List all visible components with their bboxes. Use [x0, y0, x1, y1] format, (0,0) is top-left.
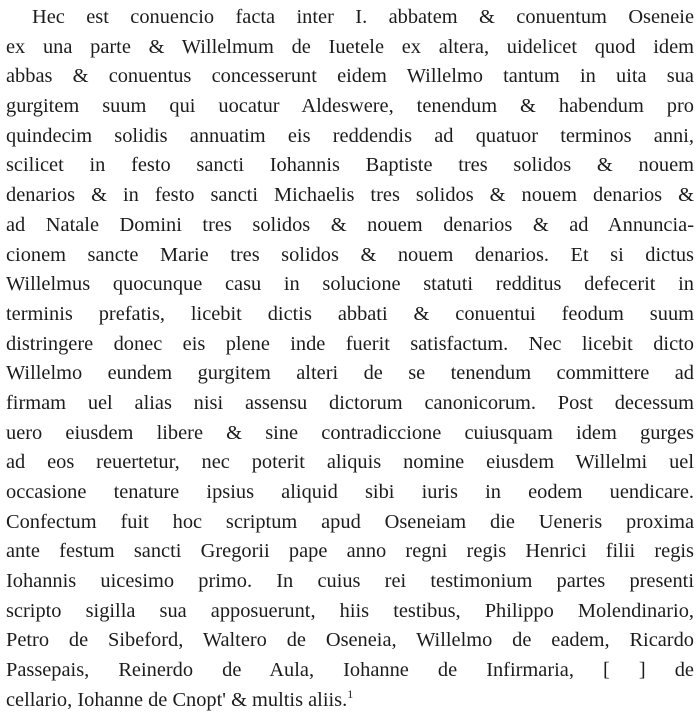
text-line-16: ad eos reuertetur, nec poterit aliquis nomine eiusdem Willelmi uel: [6, 451, 694, 474]
text-line-3: abbas & conuentus concesserunt eidem Willelmo tantum in uita sua: [6, 65, 694, 88]
text-line-9: cionem sancte Marie tres solidos & nouem denarios. Et si dictus: [6, 243, 694, 266]
text-line-2: ex una parte & Willelmum de Iuetele ex altera, uidelicet quod idem: [6, 35, 694, 58]
text-line-8: ad Natale Domini tres solidos & nouem denarios & ad Annuncia-: [6, 213, 694, 236]
text-line-24-content: cellario, Iohanne de Cnopt' & multis aliis.: [6, 688, 348, 711]
text-line-20: Iohannis uicesimo primo. In cuius rei testimonium partes presenti: [6, 570, 694, 593]
text-line-5: quindecim solidis annuatim eis reddendis ad quatuor terminos anni,: [6, 124, 694, 147]
text-line-22: Petro de Sibeford, Waltero de Oseneia, Willelmo de eadem, Ricardo: [6, 629, 694, 652]
text-line-11: terminis prefatis, licebit dictis abbati & conuentui feodum suum: [6, 302, 694, 325]
text-line-14: firmam uel alias nisi assensu dictorum canonicorum. Post decessum: [6, 391, 694, 414]
charter-text: [6, 3, 694, 716]
text-line-17: occasione tenature ipsius aliquid sibi iuris in eodem uendicare.: [6, 481, 694, 503]
text-line-4: gurgitem suum qui uocatur Aldeswere, tenendum & habendum pro: [6, 95, 694, 118]
text-line-18: Confectum fuit hoc scriptum apud Oseneiam die Ueneris proxima: [6, 510, 694, 533]
text-line-13: Willelmo eundem gurgitem alteri de se tenendum committere ad: [6, 362, 694, 385]
text-line-7: denarios & in festo sancti Michaelis tres solidos & nouem denarios &: [6, 184, 694, 207]
footnote-marker: 1: [347, 687, 354, 702]
text-line-24: [6, 686, 694, 716]
text-line-23: Passepais, Reinerdo de Aula, Iohanne de Infirmaria, [ ] de: [6, 659, 694, 682]
text-line-15: uero eiusdem libere & sine contradiccione cuiusquam idem gurges: [6, 421, 694, 444]
text-line-21: scripto sigilla sua apposuerunt, hiis testibus, Philippo Molendinario,: [6, 599, 694, 622]
text-line-19: ante festum sancti Gregorii pape anno regni regis Henrici filii regis: [6, 540, 694, 563]
text-line-10: Willelmus quocunque casu in solucione statuti redditus defecerit in: [6, 273, 694, 296]
text-line-12: distringere donec eis plene inde fuerit satisfactum. Nec licebit dicto: [6, 332, 694, 355]
text-line-1: Hec est conuencio facta inter I. abbatem & conuentum Oseneie: [32, 6, 694, 28]
text-line-6: scilicet in festo sancti Iohannis Baptiste tres solidos & nouem: [6, 154, 694, 177]
